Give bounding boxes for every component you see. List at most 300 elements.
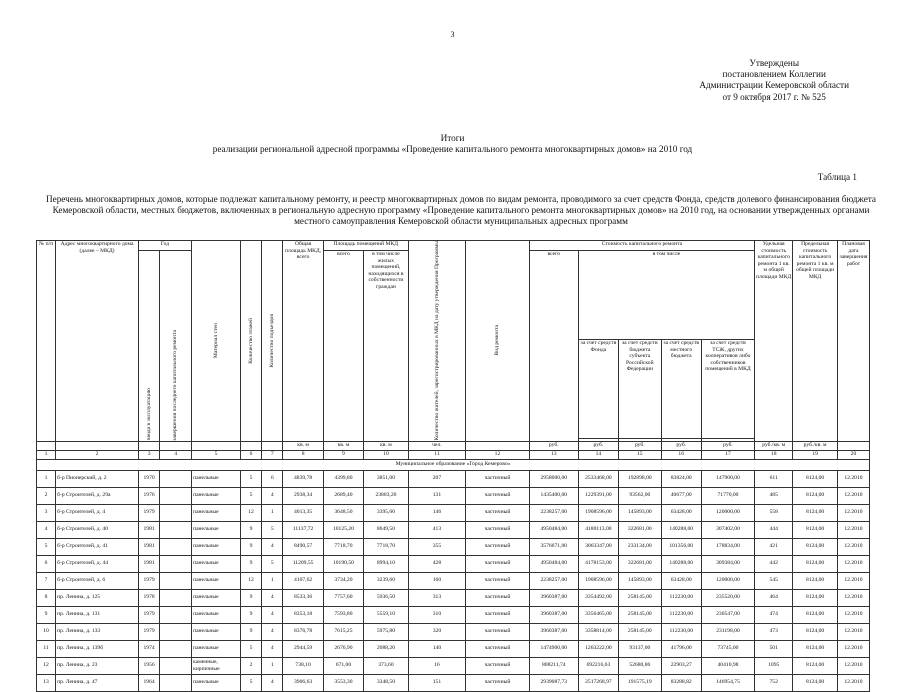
table-cell: каменные, кирпичные (192, 657, 241, 674)
table-cell: 8124,00 (793, 538, 838, 555)
table-cell: 3648,50 (323, 504, 363, 521)
column-number: 19 (793, 450, 838, 459)
table-cell: панельные (192, 555, 241, 572)
table-cell: 4 (262, 538, 283, 555)
table-row (37, 521, 870, 538)
table-cell: частичный (466, 606, 530, 623)
table-cell: 322681,00 (619, 521, 661, 538)
table-cell (160, 521, 192, 538)
table-cell: 140288,00 (661, 521, 701, 538)
header-total-area: Общая площадь МКД, всего (283, 241, 323, 442)
unit-cell: руб. (578, 441, 618, 450)
table-cell: частичный (466, 487, 530, 504)
table-cell: частичный (466, 572, 530, 589)
table-cell: 4 (262, 487, 283, 504)
table-cell: 10190,50 (323, 555, 363, 572)
table-cell: 8376,78 (283, 623, 323, 640)
header-fund: за счет средств Фонда (578, 340, 618, 439)
table-cell: 313 (408, 589, 465, 606)
table-cell: 145893,00 (619, 504, 661, 521)
table-cell: 3354492,00 (578, 589, 618, 606)
table-cell: частичный (466, 623, 530, 640)
table-cell: 131 (408, 487, 465, 504)
header-address: Адрес многоквартирного дома (далее – МКД) (56, 241, 139, 442)
table-cell: 4 (262, 589, 283, 606)
table-cell: 501 (755, 640, 793, 657)
page-number: 3 (450, 30, 455, 39)
table-cell: 1 (262, 657, 283, 674)
table-cell: 4839,78 (283, 470, 323, 487)
table-cell: 12.2010 (837, 555, 869, 572)
table-cell: 1974 (138, 640, 159, 657)
table-row (37, 674, 870, 691)
table-cell: 11137,72 (283, 521, 323, 538)
approval-line: от 9 октября 2017 г. № 525 (722, 91, 826, 102)
table-cell: панельные (192, 589, 241, 606)
title-line: Итоги (440, 133, 465, 143)
table-cell: 3356465,00 (578, 606, 618, 623)
table-cell: 8124,00 (793, 606, 838, 623)
table-cell: 71770,00 (701, 487, 754, 504)
column-number: 14 (578, 450, 618, 459)
table-cell: 4399,80 (323, 470, 363, 487)
table-cell: 3734,20 (323, 572, 363, 589)
approval-line: постановлением Коллегии (722, 69, 826, 80)
table-cell: 8124,00 (793, 640, 838, 657)
table-cell: 671,00 (323, 657, 363, 674)
table-cell: 191575,19 (619, 674, 661, 691)
table-cell: б-р Строителей, д. 40 (56, 521, 139, 538)
table-cell: панельные (192, 674, 241, 691)
table-row (37, 470, 870, 487)
table-cell: 258145,00 (619, 606, 661, 623)
table-cell: 8649,50 (364, 521, 409, 538)
approval-block (699, 58, 849, 103)
table-cell: 5 (262, 555, 283, 572)
table-cell: 3063347,00 (578, 538, 618, 555)
table-cell: 473 (755, 623, 793, 640)
table-cell: 322681,00 (619, 555, 661, 572)
table-cell: 230547,00 (701, 606, 754, 623)
table-cell: 4 (37, 521, 56, 538)
table-cell: 2 (240, 657, 261, 674)
table-cell: 207 (408, 470, 465, 487)
table-cell: 3960387,00 (529, 589, 578, 606)
column-number: 6 (240, 450, 261, 459)
column-number: 11 (408, 450, 465, 459)
table-cell: 355 (408, 538, 465, 555)
table-cell: 1908596,00 (578, 504, 618, 521)
table-row (37, 657, 870, 674)
table-cell: 1981 (138, 538, 159, 555)
unit-cell: чел. (408, 441, 465, 450)
header-cost: Стоимость капитального ремонта (529, 241, 754, 251)
table-cell: пр. Ленина, д. 125 (56, 589, 139, 606)
table-row (37, 504, 870, 521)
header-regional: за счет средств бюджета субъекта Российской Федерации (619, 340, 661, 439)
header-plan-date: Плановая дата завершения работ (837, 241, 869, 442)
unit-cell (837, 441, 869, 450)
unit-cell (160, 441, 192, 450)
table-cell: 9 (240, 555, 261, 572)
table-row (37, 572, 870, 589)
table-cell: частичный (466, 470, 530, 487)
table-row (37, 538, 870, 555)
header-local: за счет средств местного бюджета (661, 340, 701, 439)
table-cell: 146 (408, 504, 465, 521)
table-cell: 1970 (138, 470, 159, 487)
table-cell: 1095 (755, 657, 793, 674)
table-cell: 1979 (138, 606, 159, 623)
table-row (37, 606, 870, 623)
table-cell: 11 (37, 640, 56, 657)
table-cell: панельные (192, 606, 241, 623)
table-cell: 6 (37, 555, 56, 572)
column-number: 16 (661, 450, 701, 459)
table-cell: 1 (262, 504, 283, 521)
table-cell: 12 (240, 504, 261, 521)
header-cost-total: всего (529, 251, 578, 442)
table-cell: 151 (408, 674, 465, 691)
table-cell: частичный (466, 674, 530, 691)
table-cell: 2938,34 (283, 487, 323, 504)
table-cell: частичный (466, 657, 530, 674)
unit-cell: руб. (661, 441, 701, 450)
table-cell: 11209,55 (283, 555, 323, 572)
table-cell: 8490,57 (283, 538, 323, 555)
table-cell: 258145,00 (619, 623, 661, 640)
header-premises-area: Площадь помещений МКД (323, 241, 408, 251)
unit-cell (56, 441, 139, 450)
table-row (37, 623, 870, 640)
table-cell: 3395,60 (364, 504, 409, 521)
table-cell: частичный (466, 521, 530, 538)
column-number: 12 (466, 450, 530, 459)
table-cell: 9 (37, 606, 56, 623)
table-cell: 3553,30 (323, 674, 363, 691)
table-cell: 23883,20 (364, 487, 409, 504)
table-cell: 5 (37, 538, 56, 555)
table-cell: 10125,20 (323, 521, 363, 538)
table-cell (160, 504, 192, 521)
column-number: 7 (262, 450, 283, 459)
table-row (37, 589, 870, 606)
table-cell: 8353,18 (283, 606, 323, 623)
table-cell: 12.2010 (837, 538, 869, 555)
table-cell: 5936,50 (364, 589, 409, 606)
header-no: № п/п (37, 241, 56, 442)
table-cell (160, 487, 192, 504)
table-cell: пр. Ленина, д. 131 (56, 606, 139, 623)
table-cell: 178834,00 (701, 538, 754, 555)
table-cell: 145893,00 (619, 572, 661, 589)
column-number: 15 (619, 450, 661, 459)
unit-row (37, 441, 870, 450)
header-repair-type: Вид ремонта (494, 325, 501, 357)
table-cell: 4950484,00 (529, 521, 578, 538)
table-cell: 310 (408, 606, 465, 623)
table-cell: 464 (755, 589, 793, 606)
table-cell (160, 623, 192, 640)
unit-cell: кв. м (323, 441, 363, 450)
table-cell: 8124,00 (793, 674, 838, 691)
column-number-row (37, 450, 870, 459)
table-cell: 93562,00 (619, 487, 661, 504)
header-incl: в том числе (578, 251, 754, 340)
table-cell (160, 555, 192, 572)
table-cell: 8124,00 (793, 572, 838, 589)
table-cell: 12 (37, 657, 56, 674)
table-cell: 692216,63 (578, 657, 618, 674)
table-cell: 8124,00 (793, 487, 838, 504)
table-cell: 8124,00 (793, 623, 838, 640)
table-cell: 9 (240, 623, 261, 640)
table-cell: 231198,00 (701, 623, 754, 640)
table-cell: 4 (262, 623, 283, 640)
table-cell: 1263222,00 (578, 640, 618, 657)
table-cell: 3576671,00 (529, 538, 578, 555)
table-cell: частичный (466, 504, 530, 521)
table-cell: 12.2010 (837, 657, 869, 674)
table-cell: 112230,00 (661, 623, 701, 640)
unit-cell (240, 441, 261, 450)
table-cell: 5 (240, 487, 261, 504)
header-max-cost: Предельная стоимость капитального ремонта 1 кв. м общей площади МКД (793, 241, 838, 442)
table-cell: частичный (466, 589, 530, 606)
table-number: Таблица 1 (817, 172, 857, 182)
table-cell (160, 470, 192, 487)
table-cell: б-р Пионерский, д. 2 (56, 470, 139, 487)
table-cell: 307402,00 (701, 521, 754, 538)
table-cell: 4180113,00 (578, 521, 618, 538)
header-year-commission: ввода в эксплуатацию (145, 388, 152, 441)
unit-cell: руб./кв. м (793, 441, 838, 450)
unit-cell (262, 441, 283, 450)
unit-cell (138, 441, 159, 450)
table-cell (160, 606, 192, 623)
approval-line: Утверждены (749, 58, 800, 68)
column-number: 10 (364, 450, 409, 459)
table-cell (160, 572, 192, 589)
table-cell: частичный (466, 640, 530, 657)
table-cell: 101356,00 (661, 538, 701, 555)
header-premises-living: в том числе жилых помещений, находящихся в собственности граждан (364, 251, 409, 442)
table-cell: 13 (37, 674, 56, 691)
table-cell: 2676,90 (323, 640, 363, 657)
table-cell: 12.2010 (837, 572, 869, 589)
table-cell: 2958000,00 (529, 470, 578, 487)
table-cell: частичный (466, 555, 530, 572)
column-number: 18 (755, 450, 793, 459)
table-cell: 545 (755, 572, 793, 589)
table-cell: 12.2010 (837, 487, 869, 504)
table-cell: 233134,00 (619, 538, 661, 555)
table-cell: пр. Ленина, д. 23 (56, 657, 139, 674)
table-cell: 7718,70 (364, 538, 409, 555)
table-cell: 63428,00 (661, 572, 701, 589)
table-cell: 5559,10 (364, 606, 409, 623)
table-cell: 9 (240, 606, 261, 623)
table-cell: 3851,00 (364, 470, 409, 487)
table-cell: 8124,00 (793, 589, 838, 606)
table-cell: 83824,00 (661, 470, 701, 487)
table-cell: 9 (240, 538, 261, 555)
table-cell: 8994,10 (364, 555, 409, 572)
table-cell: панельные (192, 640, 241, 657)
table-cell: 1474900,00 (529, 640, 578, 657)
table-cell: 12.2010 (837, 521, 869, 538)
table-cell: 4013,35 (283, 504, 323, 521)
table-cell: 413 (408, 521, 465, 538)
table-cell: 373,60 (364, 657, 409, 674)
table-cell: 1981 (138, 555, 159, 572)
table-cell: б-р Строителей, д. 41 (56, 538, 139, 555)
table-cell: 192898,00 (619, 470, 661, 487)
table-cell: 442 (755, 555, 793, 572)
table-cell: 3906,63 (283, 674, 323, 691)
table-cell: 7757,60 (323, 589, 363, 606)
table-row (37, 640, 870, 657)
table-cell: 5 (240, 640, 261, 657)
table-cell: 444 (755, 521, 793, 538)
table-cell (160, 640, 192, 657)
table-cell: 4950484,00 (529, 555, 578, 572)
table-cell: 5 (262, 521, 283, 538)
table-cell: 112230,00 (661, 589, 701, 606)
document-title (0, 133, 905, 155)
column-number: 4 (160, 450, 192, 459)
table-cell: 7718,70 (323, 538, 363, 555)
table-cell: 12 (240, 572, 261, 589)
table-cell: панельные (192, 470, 241, 487)
table-cell: 1229391,00 (578, 487, 618, 504)
table-cell (160, 589, 192, 606)
unit-cell: руб. (529, 441, 578, 450)
header-year: Год (138, 241, 191, 251)
table-cell: 808211,74 (529, 657, 578, 674)
table-cell: 5 (240, 470, 261, 487)
municipality-label: Муниципальное образование «Город Кемерово» (37, 459, 870, 470)
table-cell: 235520,00 (701, 589, 754, 606)
table-cell: 12.2010 (837, 606, 869, 623)
table-cell: 2088,20 (364, 640, 409, 657)
column-number: 8 (283, 450, 323, 459)
table-cell: 8124,00 (793, 470, 838, 487)
table-cell: 7 (37, 572, 56, 589)
table-cell: панельные (192, 504, 241, 521)
table-cell: 10 (37, 623, 56, 640)
table-cell: 12.2010 (837, 640, 869, 657)
table-cell: 8124,00 (793, 657, 838, 674)
header-floors: Количество этажей (247, 317, 254, 364)
header-year-last-repair: завершения последнего капитального ремонта (172, 329, 179, 441)
table-cell: 485 (755, 487, 793, 504)
table-cell: 3 (37, 504, 56, 521)
table-cell: 2533468,00 (578, 470, 618, 487)
table-cell: 83288,82 (661, 674, 701, 691)
table-cell: 9 (240, 521, 261, 538)
table-cell: 2 (37, 487, 56, 504)
table-cell: 4178153,00 (578, 555, 618, 572)
table-cell: 1 (37, 470, 56, 487)
table-cell: 112230,00 (661, 606, 701, 623)
column-number: 3 (138, 450, 159, 459)
table-cell: 7615,25 (323, 623, 363, 640)
table-cell: панельные (192, 623, 241, 640)
table-cell: 3960387,00 (529, 623, 578, 640)
table-cell: 8533,36 (283, 589, 323, 606)
table-cell: 474 (755, 606, 793, 623)
table-cell: 4 (262, 640, 283, 657)
unit-cell (466, 441, 530, 450)
table-cell: 738,10 (283, 657, 323, 674)
column-number: 20 (837, 450, 869, 459)
table-cell: 1908596,00 (578, 572, 618, 589)
table-cell: 73745,00 (701, 640, 754, 657)
table-cell: 5975,80 (364, 623, 409, 640)
table-cell: 558 (755, 504, 793, 521)
table-cell: 1964 (138, 674, 159, 691)
table-cell: панельные (192, 487, 241, 504)
title-line: реализации региональной адресной программы «Проведение капитального ремонта многоквартирных домов» на 2010 год (212, 144, 693, 155)
table-cell: 611 (755, 470, 793, 487)
table-cell: 320 (408, 623, 465, 640)
table-body (37, 470, 870, 691)
table-cell: 41796,00 (661, 640, 701, 657)
table-cell: 7593,80 (323, 606, 363, 623)
table-cell: панельные (192, 521, 241, 538)
column-number: 5 (192, 450, 241, 459)
table-cell: 3239,60 (364, 572, 409, 589)
table-cell: 8124,00 (793, 555, 838, 572)
table-cell: 1981 (138, 521, 159, 538)
header-unit-cost: Удельная стоимость капитального ремонта 1 кв. м общей площади МКД (755, 241, 793, 442)
table-cell: 428 (408, 555, 465, 572)
table-cell: 3960387,00 (529, 606, 578, 623)
table-intro: Перечень многоквартирных домов, которые подлежат капитальному ремонту, и реестр многоквартирных домов по видам ремонта, проводимого за счет средств Фонда, средств долевого финансирования бюджета Кемеровской области, местных бюджетов, включенных в региональную адресную программу «Проведение капитального ремонта многоквартирных домов» на 2010 год, на основании утвержденных органами местного самоуправления Кемеровской области муниципальных адресных программ (46, 194, 876, 227)
table-cell (160, 674, 192, 691)
header-walls: Материал стен (212, 323, 219, 359)
unit-cell: кв. м (283, 441, 323, 450)
table-cell: 2944,59 (283, 640, 323, 657)
header-premises-total: всего (323, 251, 363, 442)
column-number: 13 (529, 450, 578, 459)
table-cell: 8124,00 (793, 521, 838, 538)
table-cell: пр. Ленина, д. 139б (56, 640, 139, 657)
table-cell: частичный (466, 538, 530, 555)
table-cell: 4107,62 (283, 572, 323, 589)
table-cell: 40677,00 (661, 487, 701, 504)
unit-cell: руб./кв. м (755, 441, 793, 450)
table-cell: 1956 (138, 657, 159, 674)
table-cell: 9 (240, 589, 261, 606)
table-cell: 2238257,00 (529, 504, 578, 521)
unit-cell: кв. м (364, 441, 409, 450)
table-cell: 1978 (138, 589, 159, 606)
table-cell: 8 (37, 589, 56, 606)
approval-line: Администрации Кемеровской области (699, 80, 849, 91)
table-cell: 1979 (138, 623, 159, 640)
table-cell: 1976 (138, 487, 159, 504)
table-cell: 1 (262, 572, 283, 589)
header-residents: Количество жителей, зарегистрированных в МКД на дату утверждения Программы (433, 241, 440, 441)
table-cell (160, 538, 192, 555)
table-cell: 421 (755, 538, 793, 555)
table-cell: б-р Строителей, д. 6 (56, 572, 139, 589)
table-cell: 140 (408, 640, 465, 657)
table-cell: 12.2010 (837, 470, 869, 487)
table-cell: 752 (755, 674, 793, 691)
